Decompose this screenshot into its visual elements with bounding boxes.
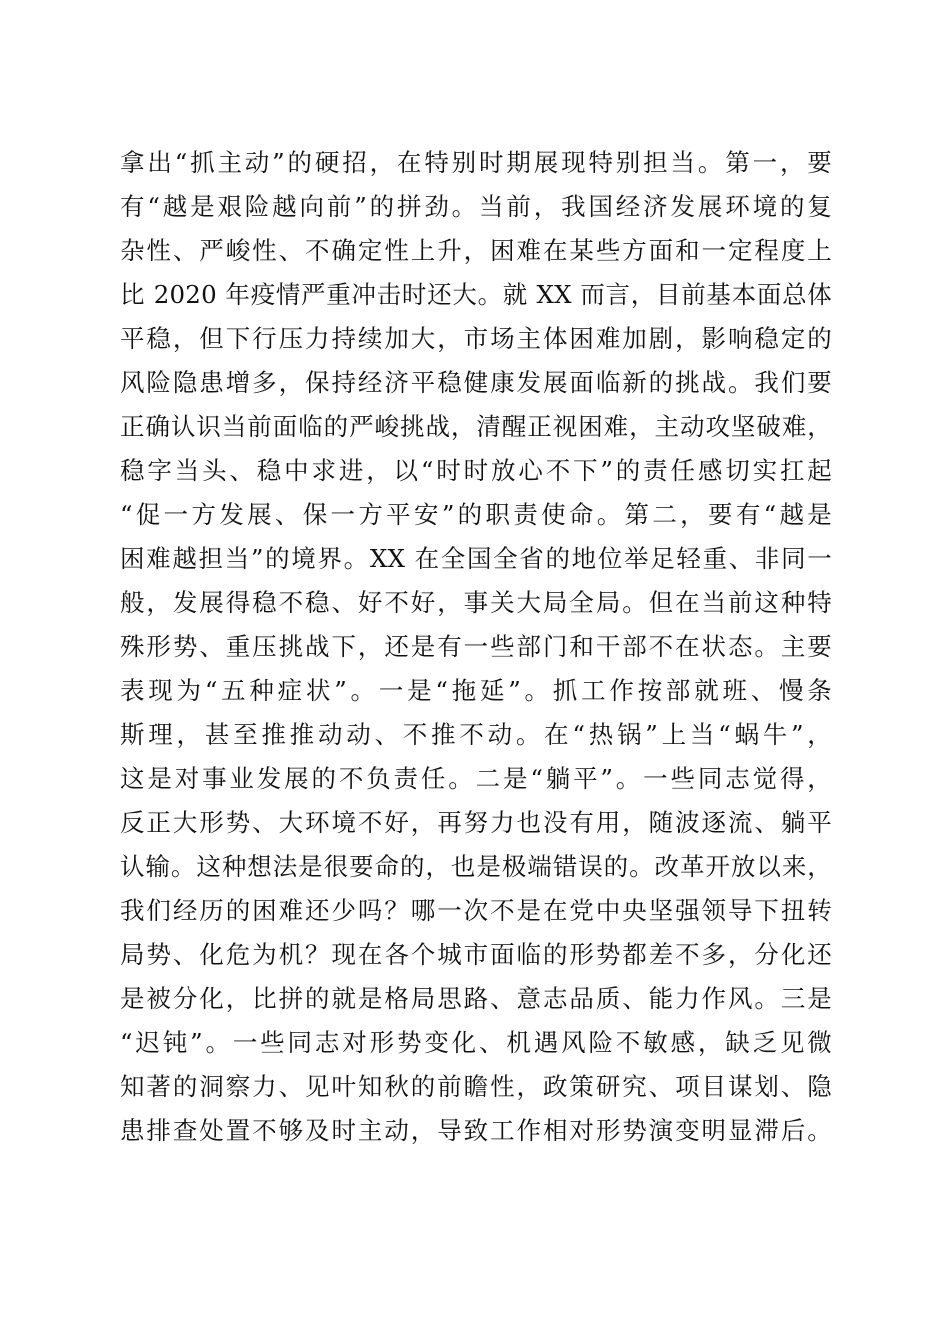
- text-line: 风险隐患增多，保持经济平稳健康发展面临新的挑战。我们要: [120, 368, 832, 397]
- text-line: 杂性、严峻性、不确定性上升，困难在某些方面和一定程度上: [120, 236, 832, 265]
- text-line: 般，发展得稳不稳、好不好，事关大局全局。但在当前这种特: [120, 588, 832, 617]
- text-line: 是被分化，比拼的就是格局思路、意志品质、能力作风。三是: [120, 984, 832, 1013]
- text-line: 我们经历的困难还少吗？哪一次不是在党中央坚强领导下扭转: [120, 896, 832, 925]
- text-line: 斯理，甚至推推动动、不推不动。在“热锅”上当“蜗牛”，: [120, 720, 832, 749]
- text-line: 患排查处置不够及时主动，导致工作相对形势演变明显滞后。: [120, 1116, 832, 1145]
- text-line: 殊形势、重压挑战下，还是有一些部门和干部不在状态。主要: [120, 632, 832, 661]
- text-line: 正确认识当前面临的严峻挑战，清醒正视困难，主动攻坚破难，: [120, 412, 832, 441]
- text-line: “促一方发展、保一方平安”的职责使命。第二，要有“越是: [120, 500, 832, 529]
- text-line: 知著的洞察力、见叶知秋的前瞻性，政策研究、项目谋划、隐: [120, 1072, 832, 1101]
- text-line: “迟钝”。一些同志对形势变化、机遇风险不敏感，缺乏见微: [120, 1028, 832, 1057]
- text-line: 这是对事业发展的不负责任。二是“躺平”。一些同志觉得，: [120, 764, 832, 793]
- text-line: 困难越担当”的境界。XX 在全国全省的地位举足轻重、非同一: [120, 544, 832, 573]
- text-line: 反正大形势、大环境不好，再努力也没有用，随波逐流、躺平: [120, 808, 832, 837]
- text-line: 认输。这种想法是很要命的，也是极端错误的。改革开放以来，: [120, 852, 832, 881]
- text-line: 拿出“抓主动”的硬招，在特别时期展现特别担当。第一，要: [120, 148, 832, 177]
- body-paragraph: [120, 141, 832, 1153]
- text-line: 平稳，但下行压力持续加大，市场主体困难加剧，影响稳定的: [120, 324, 832, 353]
- text-line: 有“越是艰险越向前”的拼劲。当前，我国经济发展环境的复: [120, 192, 832, 221]
- text-line: 局势、化危为机？现在各个城市面临的形势都差不多，分化还: [120, 940, 832, 969]
- text-line: 比 2020 年疫情严重冲击时还大。就 XX 而言，目前基本面总体: [120, 280, 832, 309]
- text-line: 表现为“五种症状”。一是“拖延”。抓工作按部就班、慢条: [120, 676, 832, 705]
- text-line: 稳字当头、稳中求进，以“时时放心不下”的责任感切实扛起: [120, 456, 832, 485]
